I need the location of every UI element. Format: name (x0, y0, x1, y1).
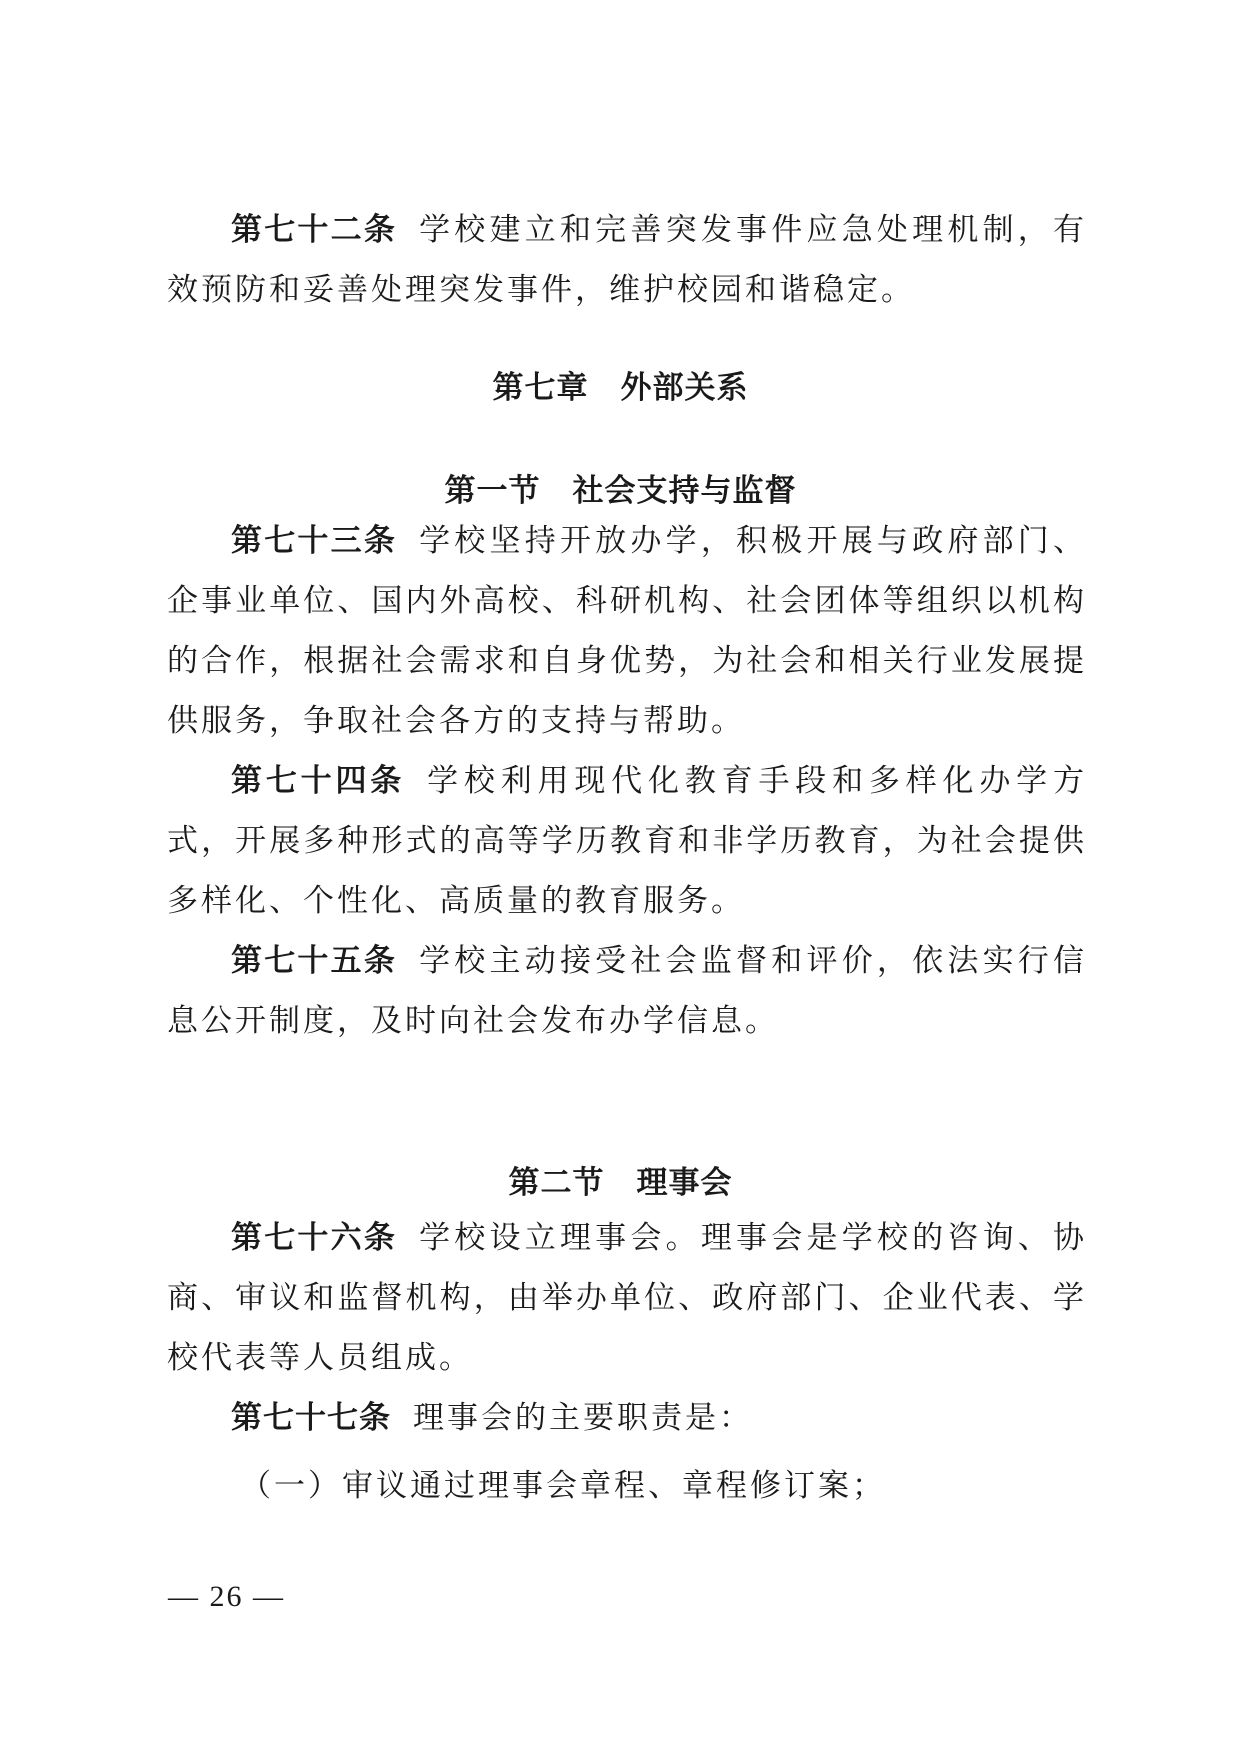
article-72-text: 学校建立和完善突发事件应急处理机制，有效预防和妥善处理突发事件，维护校园和谐稳定。 (167, 212, 1088, 308)
article-73-text: 学校坚持开放办学，积极开展与政府部门、企事业单位、国内外高校、科研机构、社会团体等组织以机构的合作，根据社会需求和自身优势，为社会和相关行业发展提供服务，争取社会各方的支持与帮助。 (167, 523, 1088, 739)
article-75-title: 第七十五条 (231, 943, 398, 979)
article-73 (167, 511, 1087, 751)
article-75-text: 学校主动接受社会监督和评价，依法实行信息公开制度，及时向社会发布办学信息。 (167, 943, 1088, 1039)
article-77 (167, 1388, 1087, 1448)
article-72-title: 第七十二条 (231, 212, 398, 248)
section-2-title: 理事会 (636, 1165, 733, 1201)
section-1-heading (0, 465, 1241, 510)
section-1-title: 社会支持与监督 (572, 473, 797, 509)
section-1-number: 第一节 (444, 473, 541, 509)
article-72 (167, 200, 1087, 320)
article-76 (167, 1208, 1087, 1388)
chapter-heading (0, 362, 1241, 407)
section-2-heading (0, 1157, 1241, 1202)
chapter-number: 第七章 (492, 370, 589, 406)
article-75 (167, 931, 1087, 1051)
page-number: — 26 — (168, 1580, 285, 1613)
article-74-text: 学校利用现代化教育手段和多样化办学方式，开展多种形式的高等学历教育和非学历教育，为社会提供多样化、个性化、高质量的教育服务。 (167, 763, 1088, 919)
article-76-text: 学校设立理事会。理事会是学校的咨询、协商、审议和监督机构，由举办单位、政府部门、企业代表、学校代表等人员组成。 (167, 1220, 1088, 1376)
section-2-number: 第二节 (508, 1165, 605, 1201)
article-73-title: 第七十三条 (231, 523, 398, 559)
article-77-title: 第七十七条 (231, 1400, 391, 1436)
article-74-title: 第七十四条 (231, 763, 406, 799)
chapter-title: 外部关系 (620, 370, 749, 406)
list-item: （一）审议通过理事会章程、章程修订案； (240, 1468, 886, 1504)
article-74 (167, 751, 1087, 931)
article-77-text: 理事会的主要职责是： (413, 1400, 753, 1436)
article-76-title: 第七十六条 (231, 1220, 398, 1256)
